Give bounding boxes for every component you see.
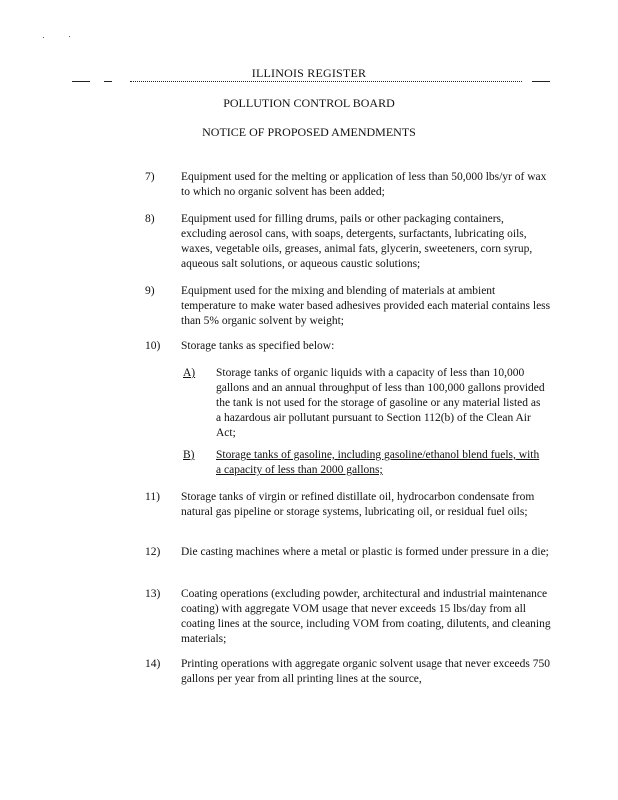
item-number: 8): [145, 213, 155, 225]
item-text: Equipment used for filling drums, pails or other packaging containers, excluding aerosol cans, with soaps, detergents, surfactants, lubricating oils, waxes, vegetable oils, greases, animal fats, glycerin, sweeteners, corn syrup, aqueous salt solutions, or aqueous caustic solutions;: [181, 213, 533, 270]
header-rule: [532, 81, 550, 82]
sub-item-letter: A): [183, 367, 196, 379]
item-number: 14): [145, 658, 161, 670]
header-rule: [104, 81, 112, 82]
register-title: ILLINOIS REGISTER: [251, 66, 367, 80]
scan-speck: [69, 36, 70, 37]
sub-item-letter: B): [183, 449, 195, 461]
item-text: Equipment used for the melting or application of less than 50,000 lbs/yr of wax to which no organic solvent has been added;: [181, 171, 547, 198]
item-number: 11): [145, 491, 160, 503]
board-title: POLLUTION CONTROL BOARD: [223, 96, 395, 110]
item-text: Equipment used for the mixing and blending of materials at ambient temperature to make water based adhesives provided each material contains less than 5% organic solvent by weight;: [181, 285, 551, 327]
item-number: 9): [145, 285, 155, 297]
header-rule: [130, 81, 522, 82]
item-text: Die casting machines where a metal or plastic is formed under pressure in a die;: [181, 546, 549, 558]
item-number: 13): [145, 588, 161, 600]
item-text: Coating operations (excluding powder, architectural and industrial maintenance coating) with aggregate VOM usage that never exceeds 15 lbs/day from all coating lines at the source, including VOM from coating, dilutents, and cleaning materials;: [181, 588, 551, 645]
item-text: Storage tanks as specified below:: [181, 340, 335, 352]
notice-title: NOTICE OF PROPOSED AMENDMENTS: [202, 125, 416, 139]
item-text: Printing operations with aggregate organic solvent usage that never exceeds 750 gallons per year from all printing lines at the source,: [181, 658, 550, 685]
item-text: Storage tanks of virgin or refined distillate oil, hydrocarbon condensate from natural gas pipeline or storage systems, lubricating oil, or residual fuel oils;: [181, 491, 535, 518]
sub-item-text: Storage tanks of organic liquids with a capacity of less than 10,000 gallons and an annual throughput of less than 100,000 gallons provided the tank is not used for the storage of gasoline or any material listed as a hazardous air pollutant pursuant to Section 112(b) of the Clean Air Act;: [216, 367, 545, 439]
scan-speck: [43, 37, 44, 38]
item-number: 12): [145, 546, 161, 558]
item-number: 10): [145, 340, 161, 352]
header-rule: [72, 81, 90, 82]
sub-item-text: Storage tanks of gasoline, including gasoline/ethanol blend fuels, with a capacity of less than 2000 gallons;: [216, 449, 540, 476]
item-number: 7): [145, 171, 155, 183]
